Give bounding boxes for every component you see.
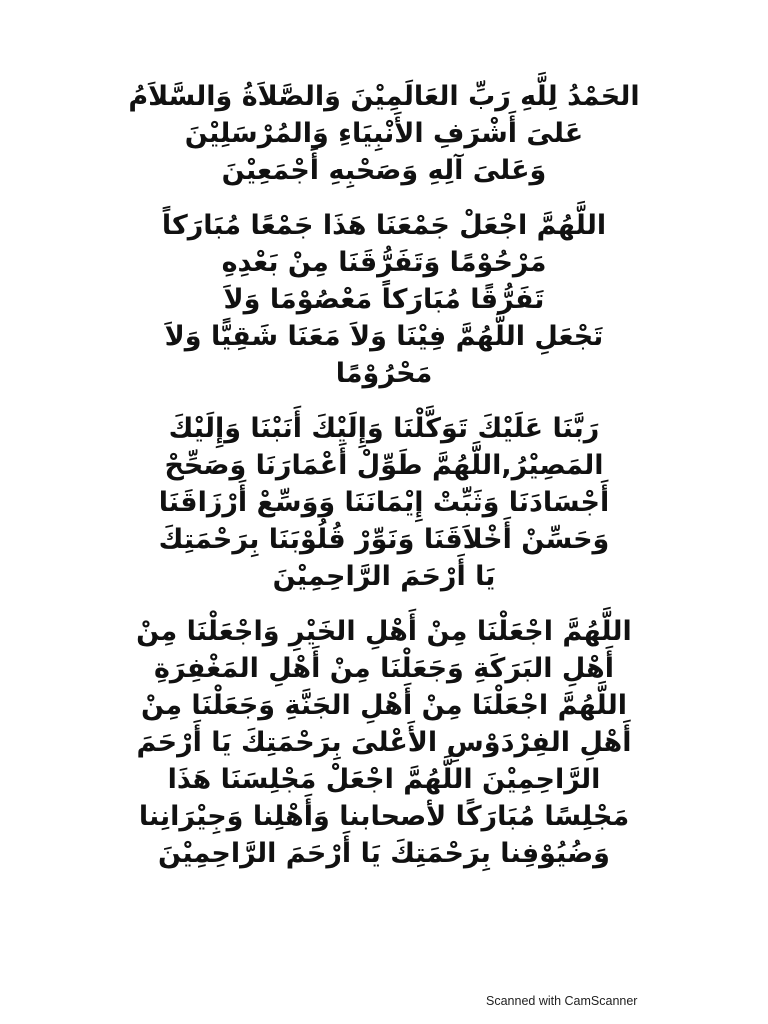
paragraph-gathering-prayer: [60, 207, 708, 392]
paragraph-closing-prayer: [60, 613, 708, 872]
text-line: مَرْحُوْمًا وَتَفَرُّقَنَا مِنْ بَعْدِهِ: [221, 247, 547, 278]
text-line: اللَّهُمَّ اجْعَلْنَا مِنْ أَهْلِ الجَنَّةِ وَجَعَلْنَا مِنْ: [141, 690, 627, 721]
text-line: وَعَلىَ آلِهِ وَصَحْبِهِ أَجْمَعِيْنَ: [221, 155, 547, 186]
text-line: اللَّهُمَّ اجْعَلْنَا مِنْ أَهْلِ الخَيْرِ وَاجْعَلْنَا مِنْ: [136, 616, 632, 647]
text-line: أَجْسَادَنَا وَثَبِّتْ إِيْمَانَنَا وَوَسِّعْ أَرْزَاقَنَا: [158, 487, 610, 518]
paragraph-trust-prayer: [60, 410, 708, 595]
text-line: وَضُيُوْفِنا بِرَحْمَتِكَ يَا أَرْحَمَ الرَّاحِمِيْنَ: [158, 838, 610, 869]
text-line: المَصِيْرُ,اللَّهُمَّ طَوِّلْ أَعْمَارَنَا وَصَحِّحْ: [164, 450, 604, 481]
text-line: الحَمْدُ لِلَّهِ رَبِّ العَالَمِيْنَ وَالصَّلاَةُ وَالسَّلاَمُ: [128, 81, 640, 112]
paragraph-opening-praise: [60, 78, 708, 189]
text-line: أَهْلِ البَرَكَةِ وَجَعَلْنَا مِنْ أَهْلِ المَغْفِرَةِ: [153, 653, 614, 684]
text-line: تَجْعَلِ اللَّهُمَّ فِيْنَا وَلاَ مَعَنَا شَقِيًّا وَلاَ: [164, 321, 604, 352]
document-body: [60, 78, 708, 890]
text-line: تَفَرُّقًا مُبَارَكاً مَعْصُوْمَا وَلاَ: [223, 284, 545, 315]
text-line: يَا أَرْحَمَ الرَّاحِمِيْنَ: [272, 561, 496, 592]
text-line: رَبَّنَا عَلَيْكَ تَوَكَّلْنَا وَإِلَيْكَ أَنَبْنَا وَإِلَيْكَ: [168, 413, 600, 444]
text-line: الرَّاحِمِيْنَ اللَّهُمَّ اجْعَلْ مَجْلِسَنَا هَذَا: [167, 764, 601, 795]
text-line: اللَّهُمَّ اجْعَلْ جَمْعَنَا هَذَا جَمْعًا مُبَارَكاً: [161, 210, 607, 241]
text-line: وَحَسِّنْ أَخْلاَقَنَا وَنَوِّرْ قُلُوْبَنَا بِرَحْمَتِكَ: [158, 524, 610, 555]
text-line: مَجْلِسًا مُبَارَكًا لأصحابنا وَأَهْلِنا وَجِيْرَانِنا: [138, 801, 630, 832]
text-line: أَهْلِ الفِرْدَوْسِ الأَعْلىَ بِرَحْمَتِكَ يَا أَرْحَمَ: [136, 727, 632, 758]
text-line: مَحْرُوْمًا: [335, 358, 433, 389]
text-line: عَلىَ أَشْرَفِ الأَنْبِيَاءِ وَالمُرْسَلِيْنَ: [184, 118, 584, 149]
scanner-watermark: Scanned with CamScanner: [486, 994, 638, 1008]
